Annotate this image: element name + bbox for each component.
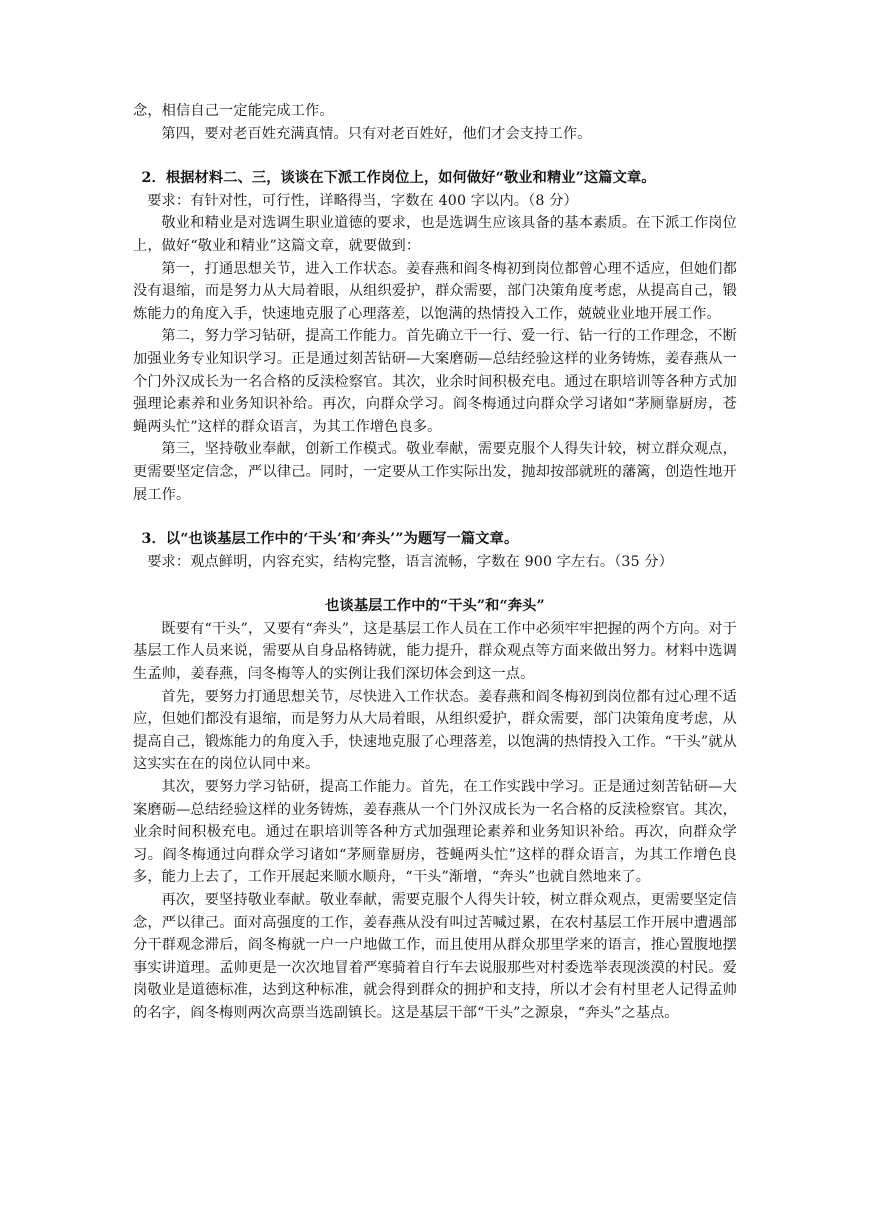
q2-answer-paragraph: 第三，坚持敬业奉献，创新工作模式。敬业奉献，需要克服个人得失计较，树立群众观点，更需要坚定信念，严以律己。同时，一定要从工作实际出发，抛却按部就班的藩篱，创造性地开展工作。 [133,441,737,503]
question-2-requirement: 要求：有针对性，可行性，详略得当，字数在 400 字以内。（8 分） [147,192,578,209]
q2-answer-paragraph: 第一，打通思想关节，进入工作状态。姜春燕和阎冬梅初到岗位都曾心理不适应，但她们都没有退缩，而是努力从大局着眼，从组织爱护，群众需要，部门决策角度考虑，从提高自己，锻炼能力的角度入手，快速地克服了心理落差，以饱满的热情投入工作，兢兢业业地开展工作。 [133,260,737,322]
q2-answer-paragraph: 第二，努力学习钻研，提高工作能力。首先确立干一行、爱一行、钻一行的工作理念，不断加强业务专业知识学习。正是通过刻苦钻研—大案磨砺—总结经验这样的业务铸炼，姜春燕从一个门外汉成长为一名合格的反渎检察官。其次，业余时间积极充电。通过在职培训等各种方式加强理论素养和业务知识补给。再次，向群众学习。阎冬梅通过向群众学习诸如“茅厕靠厨房，苍蝇两头忙”这样的群众语言，为其工作增色良多。 [133,328,737,435]
question-2-heading: 2．根据材料二、三，谈谈在下派工作岗位上，如何做好“敬业和精业”这篇文章。 [141,170,656,187]
essay-paragraph: 再次，要坚持敬业奉献。敬业奉献，需要克服个人得失计较，树立群众观点，更需要坚定信念，严以律己。面对高强度的工作，姜春燕从没有叫过苦喊过累，在农村基层工作开展中遭遇部分干群观念滞后，阎冬梅就一户一户地做工作，而且使用从群众那里学来的语言，推心置腹地摆事实讲道理。孟帅更是一次次地冒着严寒骑着自行车去说服那些对村委选举表现淡漠的村民。爱岗敬业是道德标准，达到这种标准，就会得到群众的拥护和支持，所以才会有村里老人记得孟帅的名字，阎冬梅则两次高票当选副镇长。这是基层干部“干头”之源泉，“奔头”之基点。 [133,892,737,1021]
spacer [133,145,737,167]
question-3-heading: 3．以“也谈基层工作中的‘干头’和‘奔头’”为题写一篇文章。 [141,531,519,548]
question-3-requirement: 要求：观点鲜明，内容充实，结构完整，语言流畅，字数在 900 字左右。（35 分） [147,553,674,570]
q2-answer-paragraph: 敬业和精业是对选调生职业道德的要求，也是选调生应该具备的基本素质。在下派工作岗位上，做好“敬业和精业”这篇文章，就要做到： [133,215,737,254]
document-page [133,100,737,1025]
essay-title: 也谈基层工作中的“干头”和“奔头” [325,598,545,615]
essay-paragraph: 既要有“干头”，又要有“奔头”，这是基层工作人员在工作中必须牢牢把握的两个方向。对于基层工作人员来说，需要从自身品格铸就，能力提升，群众观点等方面来做出努力。材料中选调生孟帅，姜春燕，闫冬梅等人的实例让我们深切体会到这一点。 [133,620,737,683]
point-four-paragraph: 第四，要对老百姓充满真情。只有对老百姓好，他们才会支持工作。 [161,125,592,142]
carryover-line: 念，相信自己一定能完成工作。 [133,103,334,119]
essay-paragraph: 其次，要努力学习钻研，提高工作能力。首先，在工作实践中学习。正是通过刻苦钻研—大案磨砺—总结经验这样的业务铸炼，姜春燕从一个门外汉成长为一名合格的反渎检察官。其次，业余时间积极充电。通过在职培训等各种方式加强理论素养和业务知识补给。再次，向群众学习。阎冬梅通过向群众学习诸如“茅厕靠厨房，苍蝇两头忙”这样的群众语言，为其工作增色良多，能力上去了，工作开展起来顺水顺舟，“干头”渐增，“奔头”也就自然地来了。 [133,779,737,886]
spacer [133,573,737,595]
essay-paragraph: 首先，要努力打通思想关节，尽快进入工作状态。姜春燕和阎冬梅初到岗位都有过心理不适应，但她们都没有退缩，而是努力从大局着眼，从组织爱护，群众需要，部门决策角度考虑，从提高自己，锻炼能力的角度入手，快速地克服了心理落差，以饱满的热情投入工作。“干头”就从这实实在在的岗位认同中来。 [133,688,737,773]
spacer [133,506,737,528]
